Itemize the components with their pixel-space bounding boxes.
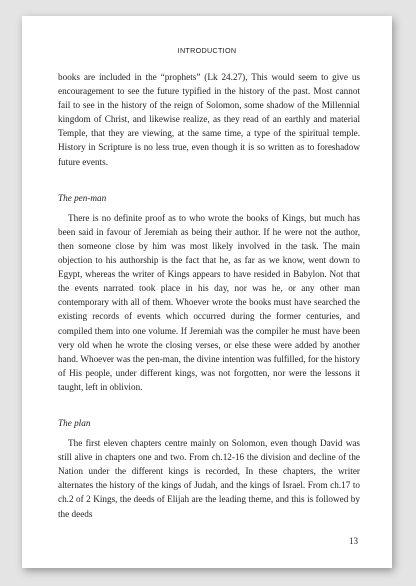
book-page bbox=[22, 16, 392, 568]
section-body-pen-man: There is no definite proof as to who wrote the books of Kings, but much has been said in favour of Jeremiah as being their author. If he were not the author, then someone close by him was most likely involved in the task. The main objection to his authorship is the fact that he, as far as we know, went down to Egypt, whereas the writer of Kings appears to have resided in Babylon. Not that the events narrated took place in his day, nor was he, or any other man contemporary with all of them. Whoever wrote the books must have searched the existing records of events which occurred during the former centuries, and compiled them into one volume. If Jeremiah was the compiler he must have been very old when he wrote the closing verses, or else these were added by another hand. Whoever was the pen-man, the divine intention was fulfilled, for the history of His people, under different kings, was not forgotten, nor were the lessons it taught, left in oblivion. bbox=[58, 212, 360, 392]
section-heading-pen-man: The pen-man bbox=[58, 192, 107, 203]
section-heading-plan: The plan bbox=[58, 417, 91, 428]
running-head: INTRODUCTION bbox=[177, 46, 237, 55]
opening-paragraph: books are included in the “prophets” (Lk 24.27), This would seem to give us encouragement to see the future typified in the history of the past. Most cannot fail to see in the history of the reign of Solomon, some shadow of the Millennial kingdom of Christ, and likewise realize, as they read of an earthly and material Temple, that they are viewing, at the same time, a type of the spiritual temple. History in Scripture is no less true, even though it is so written as to foreshadow future events. bbox=[58, 72, 360, 167]
page-number: 13 bbox=[349, 536, 358, 546]
page-body bbox=[58, 70, 360, 521]
section-body-plan: The first eleven chapters centre mainly on Solomon, even though David was still alive in chapters one and two. From ch.12-16 the division and decline of the Nation under the different kings is recorded, In these chapters, the writer alternates the history of the kings of Judah, and the kings of Israel. From ch.17 to ch.2 of 2 Kings, the deeds of Elijah are the leading theme, and this is followed by the deeds bbox=[58, 438, 360, 519]
